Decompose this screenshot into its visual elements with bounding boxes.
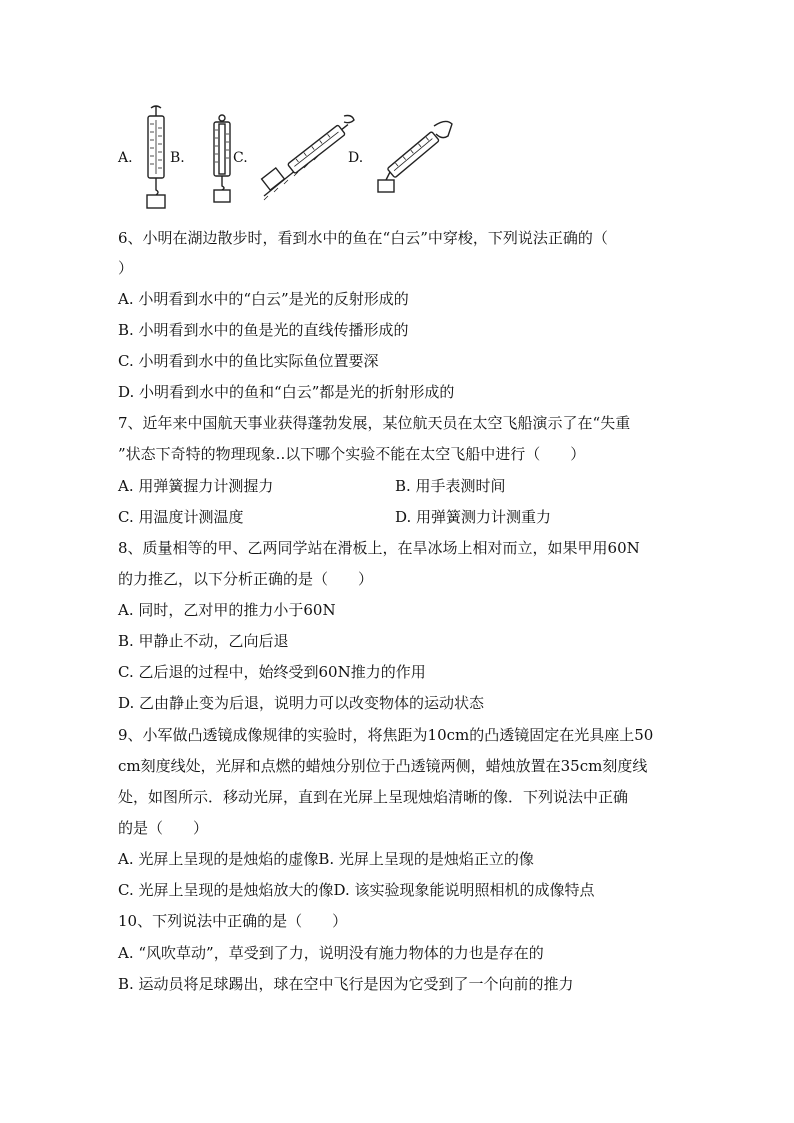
q5-option-b-label: B. bbox=[170, 150, 185, 166]
q8-option-d: D. 乙由静止变为后退，说明力可以改变物体的运动状态 bbox=[118, 694, 485, 712]
q7-option-d: D. 用弹簧测力计测重力 bbox=[395, 508, 552, 526]
q10-option-b: B. 运动员将足球踢出，球在空中飞行是因为它受到了一个向前的推力 bbox=[118, 975, 574, 993]
q6-option-b: B. 小明看到水中的鱼是光的直线传播形成的 bbox=[118, 321, 409, 339]
q7-stem-line2: ”状态下奇特的物理现象..以下哪个实验不能在太空飞船中进行（ ） bbox=[118, 445, 586, 463]
q10-stem: 10、下列说法中正确的是（ ） bbox=[118, 912, 348, 930]
q5-option-c-label: C. bbox=[233, 150, 248, 166]
q9-stem-line3: 处，如图所示．移动光屏，直到在光屏上呈现烛焰清晰的像．下列说法中正确 bbox=[118, 788, 629, 806]
q9-stem-line4: 的是（ ） bbox=[118, 819, 209, 837]
q10-option-a: A. “风吹草动”，草受到了力，说明没有施力物体的力也是存在的 bbox=[118, 944, 544, 962]
q7-option-a: A. 用弹簧握力计测握力 bbox=[118, 477, 274, 495]
q6-stem-line1: 6、小明在湖边散步时，看到水中的鱼在“白云”中穿梭，下列说法正确的（ bbox=[118, 229, 608, 247]
q8-stem-line1: 8、质量相等的甲、乙两同学站在滑板上，在旱冰场上相对而立，如果甲用60N bbox=[118, 539, 640, 557]
q9-options-line2: C. 光屏上呈现的是烛焰放大的像D. 该实验现象能说明照相机的成像特点 bbox=[118, 881, 595, 899]
q9-options-line1: A. 光屏上呈现的是烛焰的虚像B. 光屏上呈现的是烛焰正立的像 bbox=[118, 850, 534, 868]
q5-option-a-label: A. bbox=[118, 150, 133, 166]
q6-option-d: D. 小明看到水中的鱼和“白云”都是光的折射形成的 bbox=[118, 383, 455, 401]
q6-stem-line2: ） bbox=[118, 259, 134, 277]
spring-scale-oblique-icon bbox=[376, 114, 456, 194]
q7-option-b: B. 用手表测时间 bbox=[395, 477, 506, 495]
q6-option-a: A. 小明看到水中的“白云”是光的反射形成的 bbox=[118, 290, 409, 308]
q9-stem-line2: cm刻度线处，光屏和点燃的蜡烛分别位于凸透镜两侧，蜡烛放置在35cm刻度线 bbox=[118, 757, 648, 775]
q8-option-c: C. 乙后退的过程中，始终受到60N推力的作用 bbox=[118, 663, 426, 681]
spring-scale-incline-icon bbox=[258, 112, 358, 198]
q6-option-c: C. 小明看到水中的鱼比实际鱼位置要深 bbox=[118, 352, 379, 370]
q8-option-a: A. 同时，乙对甲的推力小于60N bbox=[118, 601, 336, 619]
q8-option-b: B. 甲静止不动，乙向后退 bbox=[118, 632, 289, 650]
q7-option-c: C. 用温度计测温度 bbox=[118, 508, 244, 526]
q5-figure-row bbox=[118, 100, 478, 215]
q9-stem-line1: 9、小军做凸透镜成像规律的实验时，将焦距为10cm的凸透镜固定在光具座上50 bbox=[118, 726, 654, 744]
q5-option-d-label: D. bbox=[348, 150, 364, 166]
q8-stem-line2: 的力推乙，以下分析正确的是（ ） bbox=[118, 570, 374, 588]
q7-stem-line1: 7、近年来中国航天事业获得蓬勃发展，某位航天员在太空飞船演示了在“失重 bbox=[118, 414, 631, 432]
